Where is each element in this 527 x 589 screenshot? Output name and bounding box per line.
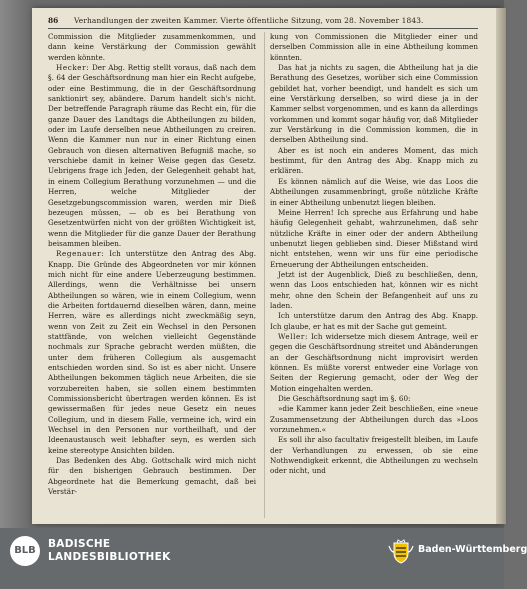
paragraph-text: Ich unterstütze den Antrag des Abg. Knapp. Die Gründe des Abgeordneten vor mir können mich nicht für eine andere Ueberzeugung bestimmen. Allerdings, wenn die Verhältnisse bei unsern Abtheilungen so wären, wie in einem Collegium, wenn die Arbeiten fortdauernd dieselben wären, dann, meine Herren, wäre es allerdings nicht zweckmäßig seyn, wenn von Zeit zu Zeit ein Wechsel in den Personen stattfände, von welchen vielleicht Gegenstände nochmals zur Sprache gebracht werden müßten, die unter dem früheren Collegium als ausgemacht entschieden worden sind. So ist es aber nicht. Unsere Abtheilungen bekommen täglich neue Arbeiten, die sie vorzubereiten haben, sie sollen einem bestimmten Commissionsbericht übertragen werden können. Es ist gewissermaßen für jedes neue Gesetz ein neues Collegium, und in diesem Falle, vermeine ich, wird ein Wechsel in den Personen nur vortheilhaft, und der Ideenaustausch weit lebhafter seyn, es werden sich keine stereotype Ansichten bilden. xyxy=(48,249,256,455)
paragraph-text: Meine Herren! Ich spreche aus Erfahrung und habe häufig Gelegenheit gehabt, wahrzunehmen, daß sehr nützliche Kräfte in einer oder der andern Abtheilung unbenutzt liegen geblieben sind. Dieser Mißstand wird nicht entstehen, wenn wir uns für eine periodische Erneuerung der Abtheilungen entscheiden. xyxy=(270,207,478,269)
paragraph-text: Aber es ist noch ein anderes Moment, das mich bestimmt, für den Antrag des Abg. Knapp mich zu erklären. xyxy=(270,145,478,176)
paragraph xyxy=(48,249,256,456)
running-title: Verhandlungen der zweiten Kammer. Vierte öffentliche Sitzung, vom 28. November 1843. xyxy=(74,16,424,25)
paragraph-text: Die Geschäftsordnung sagt im §. 60: xyxy=(278,394,411,404)
paragraph-text: Es können nämlich auf die Weise, wie das Loos die Abtheilungen zusammenbringt, große nützliche Kräfte in einer Abtheilung unbenutzt liegen bleiben. xyxy=(270,176,478,207)
right-text-column xyxy=(270,32,478,520)
paragraph xyxy=(270,208,478,270)
paragraph xyxy=(270,270,478,311)
paragraph xyxy=(48,456,256,497)
paragraph xyxy=(48,32,256,63)
speaker-name: Weller: xyxy=(278,331,308,341)
paragraph-text: kung von Commissionen die Mitglieder einer und derselben Commission alle in eine Abtheilung kommen könnten. xyxy=(270,32,478,62)
library-name-line1: BADISCHE xyxy=(48,538,111,550)
paragraph-text: Commission die Mitglieder zusammenkommen, und dann keine Verstärkung der Commission gewählt werden könnte. xyxy=(48,32,256,62)
paragraph xyxy=(270,63,478,146)
coat-of-arms-icon xyxy=(388,540,414,564)
paragraph-text: Das Bedenken des Abg. Gottschalk wird mich nicht für den bisherigen Gebrauch bestimmen. Der Abgeordnete hat die Bemerkung gemacht, daß bei Verstär- xyxy=(48,456,256,497)
paragraph-text: Es soll ihr also facultativ freigestellt bleiben, im Laufe der Verhandlungen zu erwessen, ob sie eine Nothwendigkeit erkennt, die Abtheilungen zu wechseln oder nicht, und xyxy=(270,435,478,476)
paragraph-text: Ich unterstütze darum den Antrag des Abg. Knapp. Ich glaube, er hat es mit der Sache gut gemeint. xyxy=(270,311,478,331)
paragraph xyxy=(270,435,478,476)
blb-logo: BLB xyxy=(10,536,40,566)
paragraph-text: Ich widersetze mich diesem Antrage, weil er gegen die Geschäftsordnung streitet und Abänderungen an der Geschäftsordnung nicht improvisirt werden können. Es müßte vorerst entweder eine Vorlage von Seiten der Regierung gemacht, oder der Weg der Motion eingehalten werden. xyxy=(270,331,478,393)
left-text-column xyxy=(48,32,256,520)
library-name-line2: LANDESBIBLIOTHEK xyxy=(48,551,171,563)
paragraph xyxy=(270,394,478,404)
paragraph xyxy=(270,32,478,63)
library-name xyxy=(48,538,171,564)
paragraph xyxy=(270,146,478,177)
footer-banner xyxy=(0,528,527,589)
paragraph xyxy=(270,404,478,435)
paragraph-text: Das hat ja nichts zu sagen, die Abtheilung hat ja die Berathung des Gesetzes, worüber sich eine Commission gebildet hat, vorher beendigt, und handelt es sich um eine Verstärkung derselben, so wird diese ja in der Kammer selbst vorgenommen, und es kann da allerdings vorkommen und kommt sogar häufig vor, daß Mitglieder zur Verstärkung in die Commission kommen, die in derselben Abtheilung sind. xyxy=(270,63,478,145)
running-header xyxy=(48,14,478,29)
paragraph-text: Jetzt ist der Augenblick, Dieß zu beschließen, denn, wenn das Loos entschieden hat, können wir es nicht mehr, ohne den Schein der Befangenheit auf uns zu laden. xyxy=(270,269,478,310)
speaker-name: Regenauer: xyxy=(56,249,105,259)
speaker-name: Hecker: xyxy=(56,63,90,73)
paragraph-text: »die Kammer kann jeder Zeit beschließen, eine »neue Zusammensetzung der Abtheilungen durch das »Loos vorzunehmen.« xyxy=(270,404,478,435)
paragraph xyxy=(48,63,256,249)
paragraph xyxy=(270,311,478,332)
paragraph xyxy=(270,332,478,394)
page-number: 86 xyxy=(48,16,59,25)
column-divider xyxy=(264,32,265,518)
state-name: Baden-Württemberg xyxy=(418,544,527,555)
paragraph-text: Der Abg. Rettig stellt voraus, daß nach dem §. 64 der Geschäftsordnung man hier ein Recht aufgebe, oder eine Bestimmung, die in der Geschäftsordnung sanktionirt sey, abändere. Darum handelt sich's nicht. Der betreffende Paragraph räume das Recht ein, für die ganze Dauer des Landtags die Abtheilungen zu bilden, oder im Laufe derselben neue Abtheilungen zu creiren. Wenn die Kammer nun nur in einer Richtung einen Gebrauch von diesen alternativen Befugniß mache, so verschiebe damit in keiner Weise gegen das Gesetz. Uebrigens frage ich Jeden, der Gelegenheit gehabt hat, in einem Collegium Berathung vorzunehmen — und die Herren, welche Mitglieder der Gesetzgebungscommission waren, werden mir Dieß bezeugen müssen, — ob es bei Berathung von Gesetzentwürfen nicht von der größten Wichtigkeit ist, wenn die Mitglieder für die ganze Dauer der Berathung beisammen bleiben. xyxy=(48,63,256,248)
book-page xyxy=(32,8,500,524)
paragraph xyxy=(270,177,478,208)
page-gutter xyxy=(496,8,506,524)
